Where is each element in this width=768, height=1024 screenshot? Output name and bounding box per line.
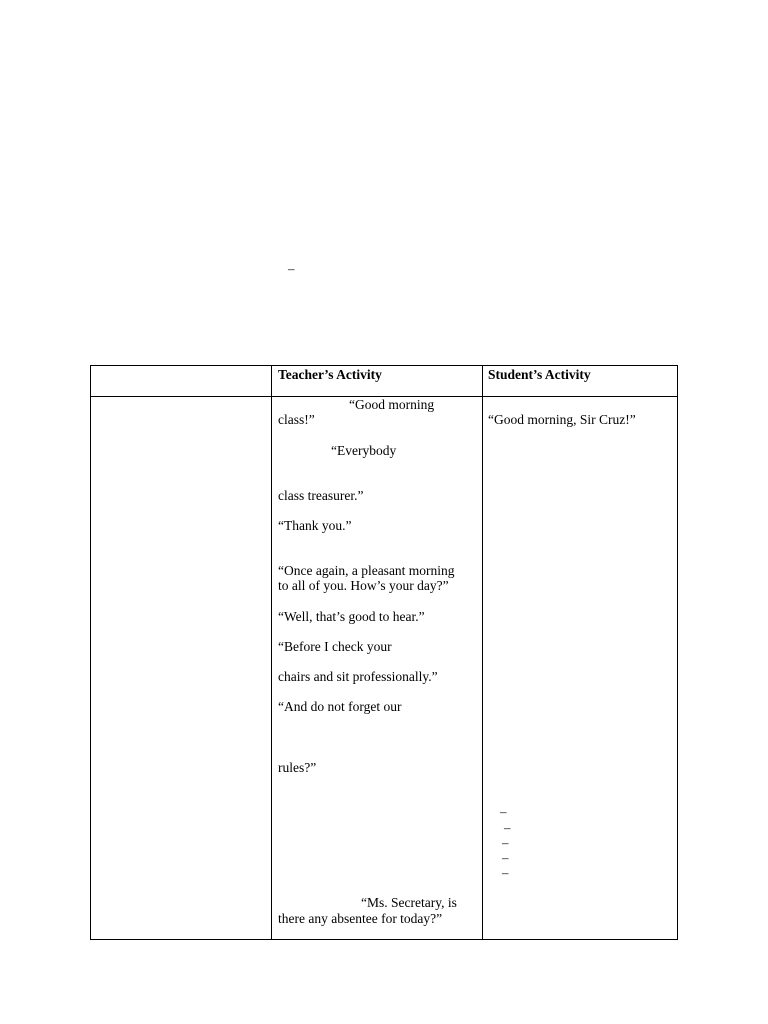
teacher-line: “Once again, a pleasant morning xyxy=(278,563,455,578)
teacher-line: “Thank you.” xyxy=(278,518,352,533)
teacher-line: “Well, that’s good to hear.” xyxy=(278,609,425,624)
header-teacher-activity: Teacher’s Activity xyxy=(278,367,382,382)
teacher-line: to all of you. How’s your day?” xyxy=(278,578,449,593)
teacher-line: “Before I check your xyxy=(278,639,392,654)
teacher-line: chairs and sit professionally.” xyxy=(278,669,438,684)
student-dash: – xyxy=(502,865,509,880)
student-dash: – xyxy=(500,804,507,819)
column-divider-2 xyxy=(482,366,483,939)
teacher-line: rules?” xyxy=(278,760,317,775)
teacher-line: “And do not forget our xyxy=(278,699,402,714)
column-divider-1 xyxy=(271,366,272,939)
stray-dash: – xyxy=(288,261,295,276)
teacher-line: class treasurer.” xyxy=(278,488,364,503)
teacher-line: “Ms. Secretary, is xyxy=(361,895,457,910)
student-dash: – xyxy=(502,835,509,850)
teacher-line: “Good morning xyxy=(349,397,435,412)
header-student-activity: Student’s Activity xyxy=(488,367,591,382)
teacher-line: there any absentee for today?” xyxy=(278,911,443,926)
teacher-line: class!” xyxy=(278,412,315,427)
student-line: “Good morning, Sir Cruz!” xyxy=(488,412,636,427)
teacher-line: “Everybody xyxy=(331,443,397,458)
student-dash: – xyxy=(504,820,511,835)
student-dash: – xyxy=(502,850,509,865)
